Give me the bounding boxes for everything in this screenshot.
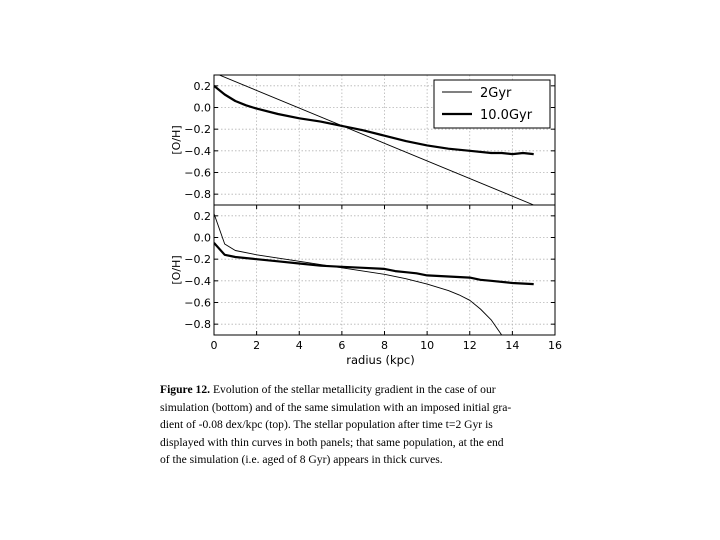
legend-label-1: 10.0Gyr [480,108,533,123]
caption-line-1-text: Evolution of the stellar metallicity gradient in the case of our [212,383,496,396]
top-panel-ytick-label-5: −0.8 [184,188,211,202]
caption-line-1 [160,381,580,399]
bottom-panel-series-2gyr [214,214,512,352]
bottom-panel-series-10-0gyr [214,243,534,284]
bottom-panel-xtick-label-6: 12 [462,339,477,352]
bottom-panel-ytick-label-1: 0.0 [193,231,211,245]
bottom-panel-ytick-label-5: −0.8 [184,318,211,332]
bottom-panel-xtick-label-4: 8 [381,339,388,352]
top-panel-ytick-label-3: −0.4 [184,144,211,158]
bottom-panel-xtick-label-5: 10 [420,339,435,352]
top-panel-ytick-label-4: −0.6 [184,166,211,180]
legend-label-0: 2Gyr [480,86,512,101]
bottom-panel-ytick-label-3: −0.4 [184,274,211,288]
bottom-panel-xtick-label-1: 2 [253,339,261,352]
bottom-panel-xtick-label-3: 6 [338,339,346,352]
caption-line-3: dient of -0.08 dex/kpc (top). The stellar population after time t=2 Gyr is [160,418,493,432]
bottom-panel-ytick-label-0: 0.2 [193,209,211,223]
top-panel-ylabel: [O/H] [170,125,183,155]
top-panel-ytick-label-1: 0.0 [193,101,211,115]
bottom-panel-xtick-label-7: 14 [505,339,520,352]
top-panel-ytick-label-0: 0.2 [193,79,211,93]
top-panel-legend [434,80,550,128]
bottom-panel-xtick-label-0: 0 [210,339,218,352]
bottom-panel-ylabel: [O/H] [170,255,183,285]
bottom-panel-ytick-label-2: −0.2 [184,253,211,267]
bottom-panel-ytick-label-4: −0.6 [184,296,211,310]
figure-caption [160,381,580,469]
caption-label: Figure 12. [160,383,211,396]
caption-line-5: of the simulation (i.e. aged of 8 Gyr) appears in thick curves. [160,453,443,467]
bottom-panel-xtick-label-2: 4 [295,339,303,352]
caption-line-4: displayed with thin curves in both panels; that same population, at the end [160,435,504,449]
bottom-panel-xtick-label-8: 16 [548,339,562,352]
top-panel-ytick-label-2: −0.2 [184,123,211,137]
caption-line-2: simulation (bottom) and of the same simulation with an imposed initial gra- [160,400,512,414]
bottom-panel-xlabel: radius (kpc) [346,353,415,367]
